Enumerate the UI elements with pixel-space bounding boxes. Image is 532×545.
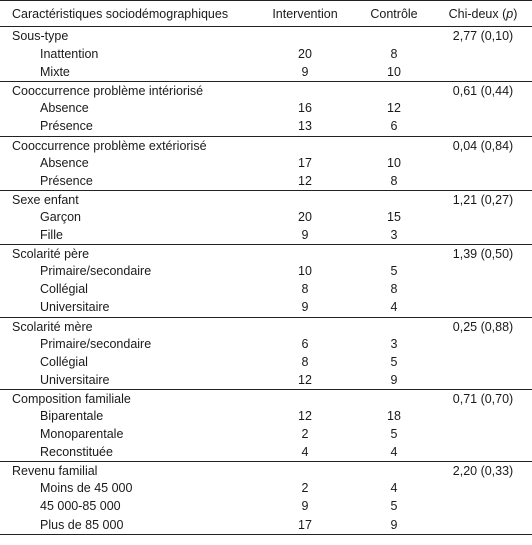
controle-count: 8 xyxy=(390,173,398,188)
chi-square-value: 0,04 (0,84) xyxy=(452,138,514,153)
controle-count: 5 xyxy=(390,354,398,369)
category-label: Scolarité mère xyxy=(12,319,93,334)
subcategory-label: Absence xyxy=(40,155,89,170)
subcategory-label: Primaire/secondaire xyxy=(40,336,152,351)
table-row xyxy=(0,425,532,443)
intervention-count: 8 xyxy=(301,282,309,297)
category-row xyxy=(0,244,532,262)
intervention-count: 6 xyxy=(301,336,309,351)
controle-count: 9 xyxy=(390,372,398,387)
chi-square-value: 1,21 (0,27) xyxy=(452,192,514,207)
table-row xyxy=(0,208,532,226)
subcategory-label: Universitaire xyxy=(40,372,110,387)
category-row xyxy=(0,190,532,208)
subcategory-label: Universitaire xyxy=(40,300,110,315)
table-row xyxy=(0,226,532,244)
table-row xyxy=(0,371,532,389)
subcategory-label: Collégial xyxy=(40,282,88,297)
intervention-count: 16 xyxy=(298,101,312,116)
subcategory-label: Présence xyxy=(40,173,93,188)
controle-count: 4 xyxy=(390,300,398,315)
controle-count: 5 xyxy=(390,499,398,514)
subcategory-label: Plus de 85 000 xyxy=(40,517,124,532)
controle-count: 5 xyxy=(390,264,398,279)
table-body xyxy=(0,27,532,534)
category-label: Scolarité père xyxy=(12,247,90,262)
controle-count: 12 xyxy=(387,101,401,116)
intervention-count: 9 xyxy=(301,300,309,315)
subcategory-label: Mixte xyxy=(40,65,70,80)
header-controle: Contrôle xyxy=(370,7,418,21)
subcategory-label: Moins de 45 000 xyxy=(40,481,133,496)
controle-count: 9 xyxy=(390,517,398,532)
table-bottom-rule xyxy=(0,534,532,535)
intervention-count: 20 xyxy=(298,47,312,62)
intervention-count: 8 xyxy=(301,354,309,369)
category-row xyxy=(0,461,532,479)
intervention-count: 12 xyxy=(298,408,312,423)
table-row xyxy=(0,479,532,497)
controle-count: 3 xyxy=(390,336,398,351)
subcategory-label: Absence xyxy=(40,101,89,116)
table-row xyxy=(0,63,532,81)
subcategory-label: Inattention xyxy=(40,47,99,62)
intervention-count: 9 xyxy=(301,499,309,514)
intervention-count: 10 xyxy=(298,264,312,279)
chi-square-value: 0,61 (0,44) xyxy=(452,84,514,99)
category-row xyxy=(0,27,532,45)
controle-count: 5 xyxy=(390,427,398,442)
intervention-count: 2 xyxy=(301,427,309,442)
table-row xyxy=(0,99,532,117)
category-label: Sexe enfant xyxy=(12,192,79,207)
header-characteristics: Caractéristiques sociodémographiques xyxy=(12,7,229,21)
category-row xyxy=(0,81,532,99)
controle-count: 4 xyxy=(390,445,398,460)
category-label: Cooccurrence problème extériorisé xyxy=(12,138,207,153)
controle-count: 8 xyxy=(390,282,398,297)
category-row xyxy=(0,389,532,407)
intervention-count: 9 xyxy=(301,65,309,80)
subcategory-label: Collégial xyxy=(40,354,88,369)
category-label: Revenu familial xyxy=(12,464,98,479)
table-row xyxy=(0,298,532,316)
table-row xyxy=(0,335,532,353)
category-label: Composition familiale xyxy=(12,391,131,406)
table-row xyxy=(0,262,532,280)
subcategory-label: Fille xyxy=(40,228,63,243)
header-intervention: Intervention xyxy=(272,7,338,21)
subcategory-label: Monoparentale xyxy=(40,427,124,442)
controle-count: 18 xyxy=(387,408,401,423)
table-row xyxy=(0,154,532,172)
table-row xyxy=(0,172,532,190)
category-row xyxy=(0,136,532,154)
controle-count: 10 xyxy=(387,155,401,170)
chi-square-value: 0,25 (0,88) xyxy=(452,319,514,334)
controle-count: 6 xyxy=(390,119,398,134)
table-row xyxy=(0,117,532,135)
chi-square-value: 2,77 (0,10) xyxy=(452,29,514,43)
intervention-count: 17 xyxy=(298,517,312,532)
subcategory-label: Garçon xyxy=(40,209,81,224)
subcategory-label: 45 000-85 000 xyxy=(40,499,121,514)
subcategory-label: Biparentale xyxy=(40,408,104,423)
category-row xyxy=(0,317,532,335)
controle-count: 15 xyxy=(387,209,401,224)
category-label: Cooccurrence problème intériorisé xyxy=(12,84,204,99)
table-row xyxy=(0,443,532,461)
intervention-count: 12 xyxy=(298,173,312,188)
intervention-count: 4 xyxy=(301,445,309,460)
table-row xyxy=(0,497,532,515)
table-header xyxy=(0,0,532,27)
subcategory-label: Primaire/secondaire xyxy=(40,264,152,279)
controle-count: 3 xyxy=(390,228,398,243)
table-row xyxy=(0,516,532,534)
chi-square-value: 2,20 (0,33) xyxy=(452,464,514,479)
chi-square-value: 1,39 (0,50) xyxy=(452,247,514,262)
subcategory-label: Reconstituée xyxy=(40,445,113,460)
controle-count: 4 xyxy=(390,481,398,496)
table-row xyxy=(0,353,532,371)
chi-square-value: 0,71 (0,70) xyxy=(452,391,514,406)
table-row xyxy=(0,280,532,298)
table-row xyxy=(0,45,532,63)
intervention-count: 2 xyxy=(301,481,309,496)
intervention-count: 12 xyxy=(298,372,312,387)
controle-count: 10 xyxy=(387,65,401,80)
intervention-count: 13 xyxy=(298,119,312,134)
intervention-count: 17 xyxy=(298,155,312,170)
table-row xyxy=(0,407,532,425)
subcategory-label: Présence xyxy=(40,119,93,134)
intervention-count: 9 xyxy=(301,228,309,243)
intervention-count: 20 xyxy=(298,209,312,224)
controle-count: 8 xyxy=(390,47,398,62)
category-label: Sous-type xyxy=(12,29,69,43)
header-chi-square: Chi-deux (p) xyxy=(448,7,518,21)
